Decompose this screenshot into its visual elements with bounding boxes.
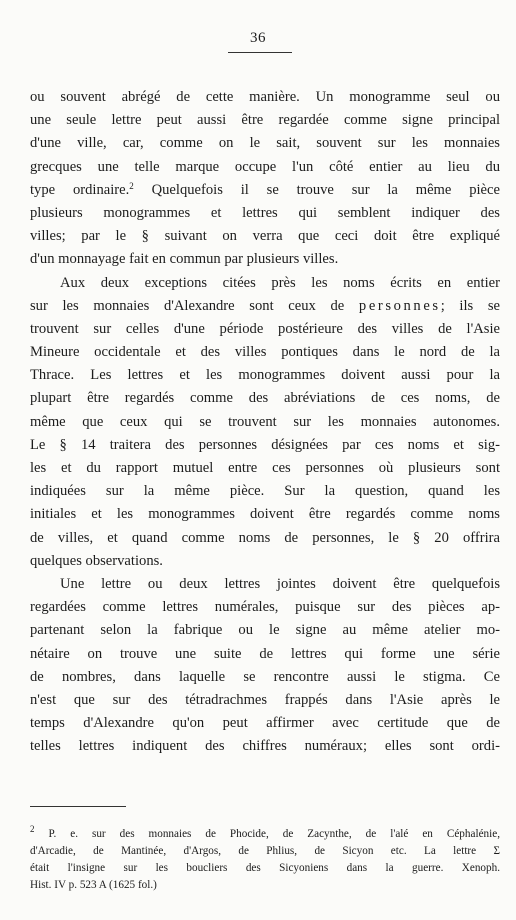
text-line: les et du rapport mutuel entre ces personnes où plusieurs sont [30, 460, 500, 476]
page-number: 36 [250, 30, 266, 46]
text-line: n'est que sur des tétradrachmes frappés dans l'Asie après le [30, 691, 500, 708]
text-line: initiales et les monogrammes doivent être regardés comme noms [30, 506, 500, 523]
text-line: trouvent sur celles d'une période postérieure des villes de l'Asie [30, 320, 500, 337]
text-line: partenant selon la fabrique ou le signe au même atelier mo- [30, 622, 500, 639]
footnote-rule [30, 806, 126, 807]
footnotes [30, 826, 500, 894]
text-line: temps d'Alexandre qu'on peut affirmer avec certitude que de [30, 715, 500, 732]
footnote-reference: 2 [129, 180, 134, 191]
text-line: plusieurs monogrammes et lettres qui semblent indiquer des [30, 204, 500, 221]
text-line: telles lettres indiquent des chiffres numéraux; elles sont ordi- [30, 738, 500, 755]
text-line: de villes, et quand comme noms de personnes, le § 20 offrira [30, 529, 500, 546]
text-fragment: sur les monnaies d'Alexandre sont ceux de [30, 297, 345, 314]
footnote-line [30, 826, 500, 843]
text-line: Aux deux exceptions citées près les noms écrits en entier [60, 274, 500, 291]
text-line: grecques une telle marque occupe l'un côté entier au lieu du [30, 158, 500, 175]
text-line: indiquées sur la même pièce. Sur la question, quand les [30, 483, 500, 500]
text-line: nétaire on trouve une suite de lettres qui forme une série [30, 645, 500, 662]
page-number-rule [228, 52, 292, 53]
text-line: regardées comme lettres numérales, puisque sur des pièces ap- [30, 599, 500, 616]
text-line: ou souvent abrégé de cette manière. Un monogramme seul ou [30, 89, 500, 105]
text-line [30, 295, 500, 318]
text-line: Le § 14 traitera des personnes désignées par ces noms et sig- [30, 436, 500, 453]
text-line: une seule lettre peut aussi être regardée comme signe principal [30, 112, 500, 129]
text-fragment: Quelquefois il se trouve sur la même pièce [133, 181, 500, 198]
text-line [30, 179, 500, 202]
text-line: de nombres, dans laquelle se rencontre aussi le stigma. Ce [30, 668, 500, 685]
text-line: quelques observations. [30, 552, 163, 569]
text-fragment: ; ils se [440, 297, 500, 314]
spaced-emphasis: personnes [358, 297, 441, 314]
text-line: plupart être regardés comme des abréviations de ces noms, de [30, 390, 500, 407]
text-line: même que ceux qui se trouvent sur les monnaies autonomes. [30, 413, 500, 430]
text-fragment: P. e. sur des monnaies de Phocide, de Zacynthe, de l'alé en Céphalénie, [48, 828, 501, 840]
text-line: Une lettre ou deux lettres jointes doivent être quelquefois [60, 575, 500, 592]
text-line: Thrace. Les lettres et les monogrammes doivent aussi pour la [30, 367, 500, 384]
footnote-line: d'Arcadie, de Mantinée, d'Argos, de Phlius, de Sicyon etc. La lettre Σ [30, 845, 500, 857]
text-line: d'un monnayage fait en commun par plusieurs villes. [30, 251, 339, 268]
footnote-line: Hist. IV p. 523 A (1625 fol.) [30, 879, 157, 891]
footnote-line: était l'insigne sur les boucliers des Sicyoniens dans la guerre. Xenoph. [30, 862, 500, 874]
text-fragment: type ordinaire. [30, 181, 130, 198]
text-line: d'une ville, car, comme on le sait, souvent sur les monnaies [30, 135, 500, 152]
main-text [30, 86, 500, 758]
text-line: villes; par le § suivant on verra que ceci doit être expliqué [30, 228, 500, 245]
footnote-marker: 2 [30, 824, 35, 834]
text-line: Mineure occidentale et des villes pontiques dans le nord de la [30, 344, 500, 361]
